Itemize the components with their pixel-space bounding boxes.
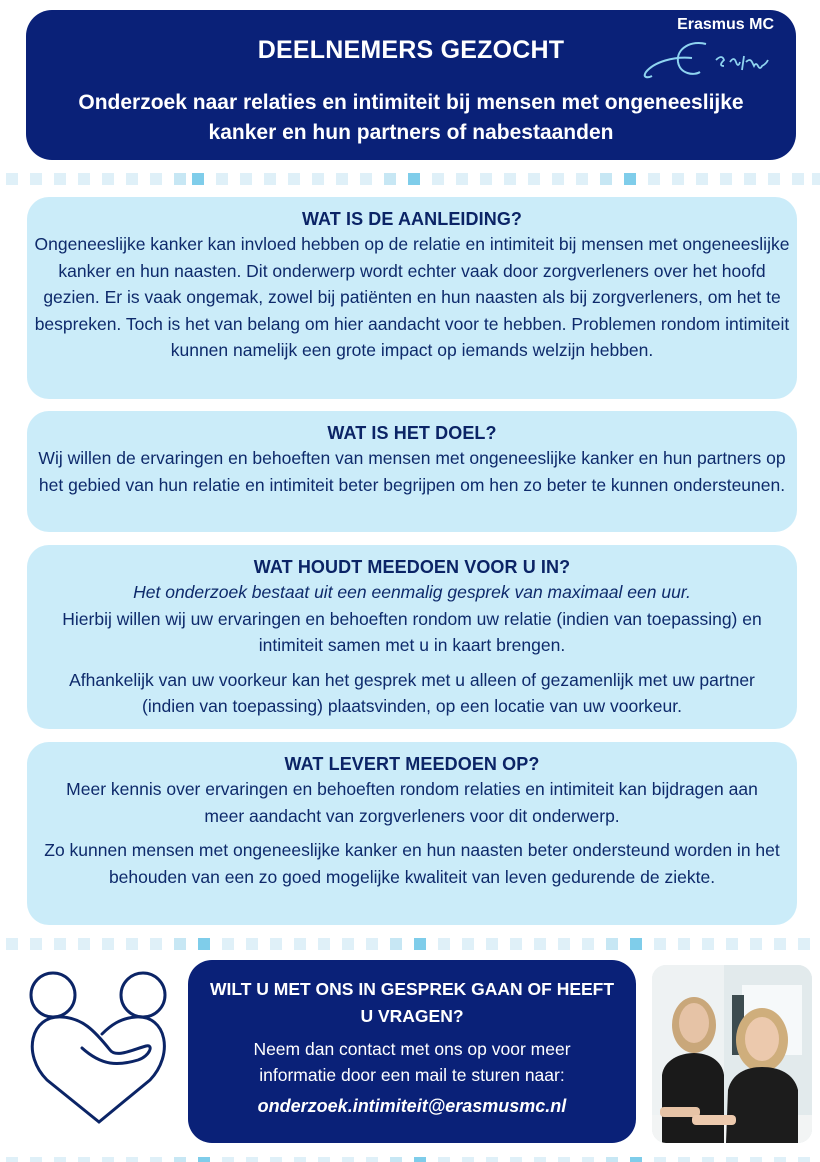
page-subtitle: Onderzoek naar relaties en intimiteit bij mensen met ongeneeslijke kanker en hun partners of nabestaanden (78, 91, 744, 144)
contact-email-link[interactable]: onderzoek.intimiteit@erasmusmc.nl (257, 1096, 567, 1116)
section-text: Ongeneeslijke kanker kan invloed hebben op de relatie en intimiteit bij mensen met ongeneeslijke kanker en hun naasten. Dit onderwerp wordt echter vaak door zorgverleners over het hoofd gezien. Er is vaak ongemak, zowel bij patiënten en hun naasten als bij zorgverleners, om het te bespreken. Toch is het van belang om hier aandacht voor te hebben. Problemen rondom intimiteit kunnen namelijk een grote impact op iemands welzijn hebben. (34, 234, 790, 360)
section-text: Meer kennis over ervaringen en behoeften rondom relaties en intimiteit kan bijdragen aan meer aandacht van zorgverleners voor dit onderwerp. (66, 779, 758, 826)
dot-divider-bottom (0, 1157, 820, 1162)
section-heading: WAT LEVERT MEEDOEN OP? (284, 754, 540, 774)
header-banner (26, 10, 796, 160)
section-text: Afhankelijk van uw voorkeur kan het gesprek met u alleen of gezamenlijk met uw partner (indien van toepassing) plaatsvinden, op een locatie van uw voorkeur. (69, 669, 755, 716)
section-goal (27, 411, 797, 532)
contact-text: Neem dan contact met ons op voor meer informatie door een mail te sturen naar: (253, 1039, 571, 1085)
section-heading: WAT IS DE AANLEIDING? (301, 209, 523, 229)
contact-box (188, 960, 636, 1143)
researchers-photo (652, 965, 812, 1143)
section-participation (27, 545, 797, 729)
erasmus-mc-logo (634, 14, 784, 86)
dot-divider-middle (0, 938, 820, 950)
section-text: Zo kunnen mensen met ongeneeslijke kanker en hun naasten beter ondersteund worden in het behouden van een zo goed mogelijke kwaliteit van leven gedurende de ziekte. (44, 840, 780, 887)
section-heading: WAT IS HET DOEL? (327, 423, 497, 443)
signature-icon (634, 32, 784, 87)
section-heading: WAT HOUDT MEEDOEN VOOR U IN? (253, 557, 571, 577)
photo-illustration (652, 965, 812, 1143)
section-intro-italic: Het onderzoek bestaat uit een eenmalig gesprek van maximaal een uur. (133, 582, 691, 602)
section-text: Wij willen de ervaringen en behoeften van mensen met ongeneeslijke kanker en hun partners op het gebied van hun relatie en intimiteit beter begrijpen om hen zo beter te kunnen ondersteunen. (38, 448, 786, 495)
section-text: Hierbij willen wij uw ervaringen en behoeften rondom uw relatie (indien van toepassing) en intimiteit samen met u in kaart brengen. (62, 608, 762, 655)
dot-divider-top (0, 173, 820, 185)
couple-hug-heart-icon (22, 970, 172, 1140)
section-reason (27, 197, 797, 399)
page-title: DEELNEMERS GEZOCHT (257, 36, 565, 64)
contact-heading: WILT U MET ONS IN GESPREK GAAN OF HEEFT U VRAGEN? (209, 979, 615, 1026)
section-benefits (27, 742, 797, 925)
logo-text: Erasmus MC (677, 16, 774, 33)
